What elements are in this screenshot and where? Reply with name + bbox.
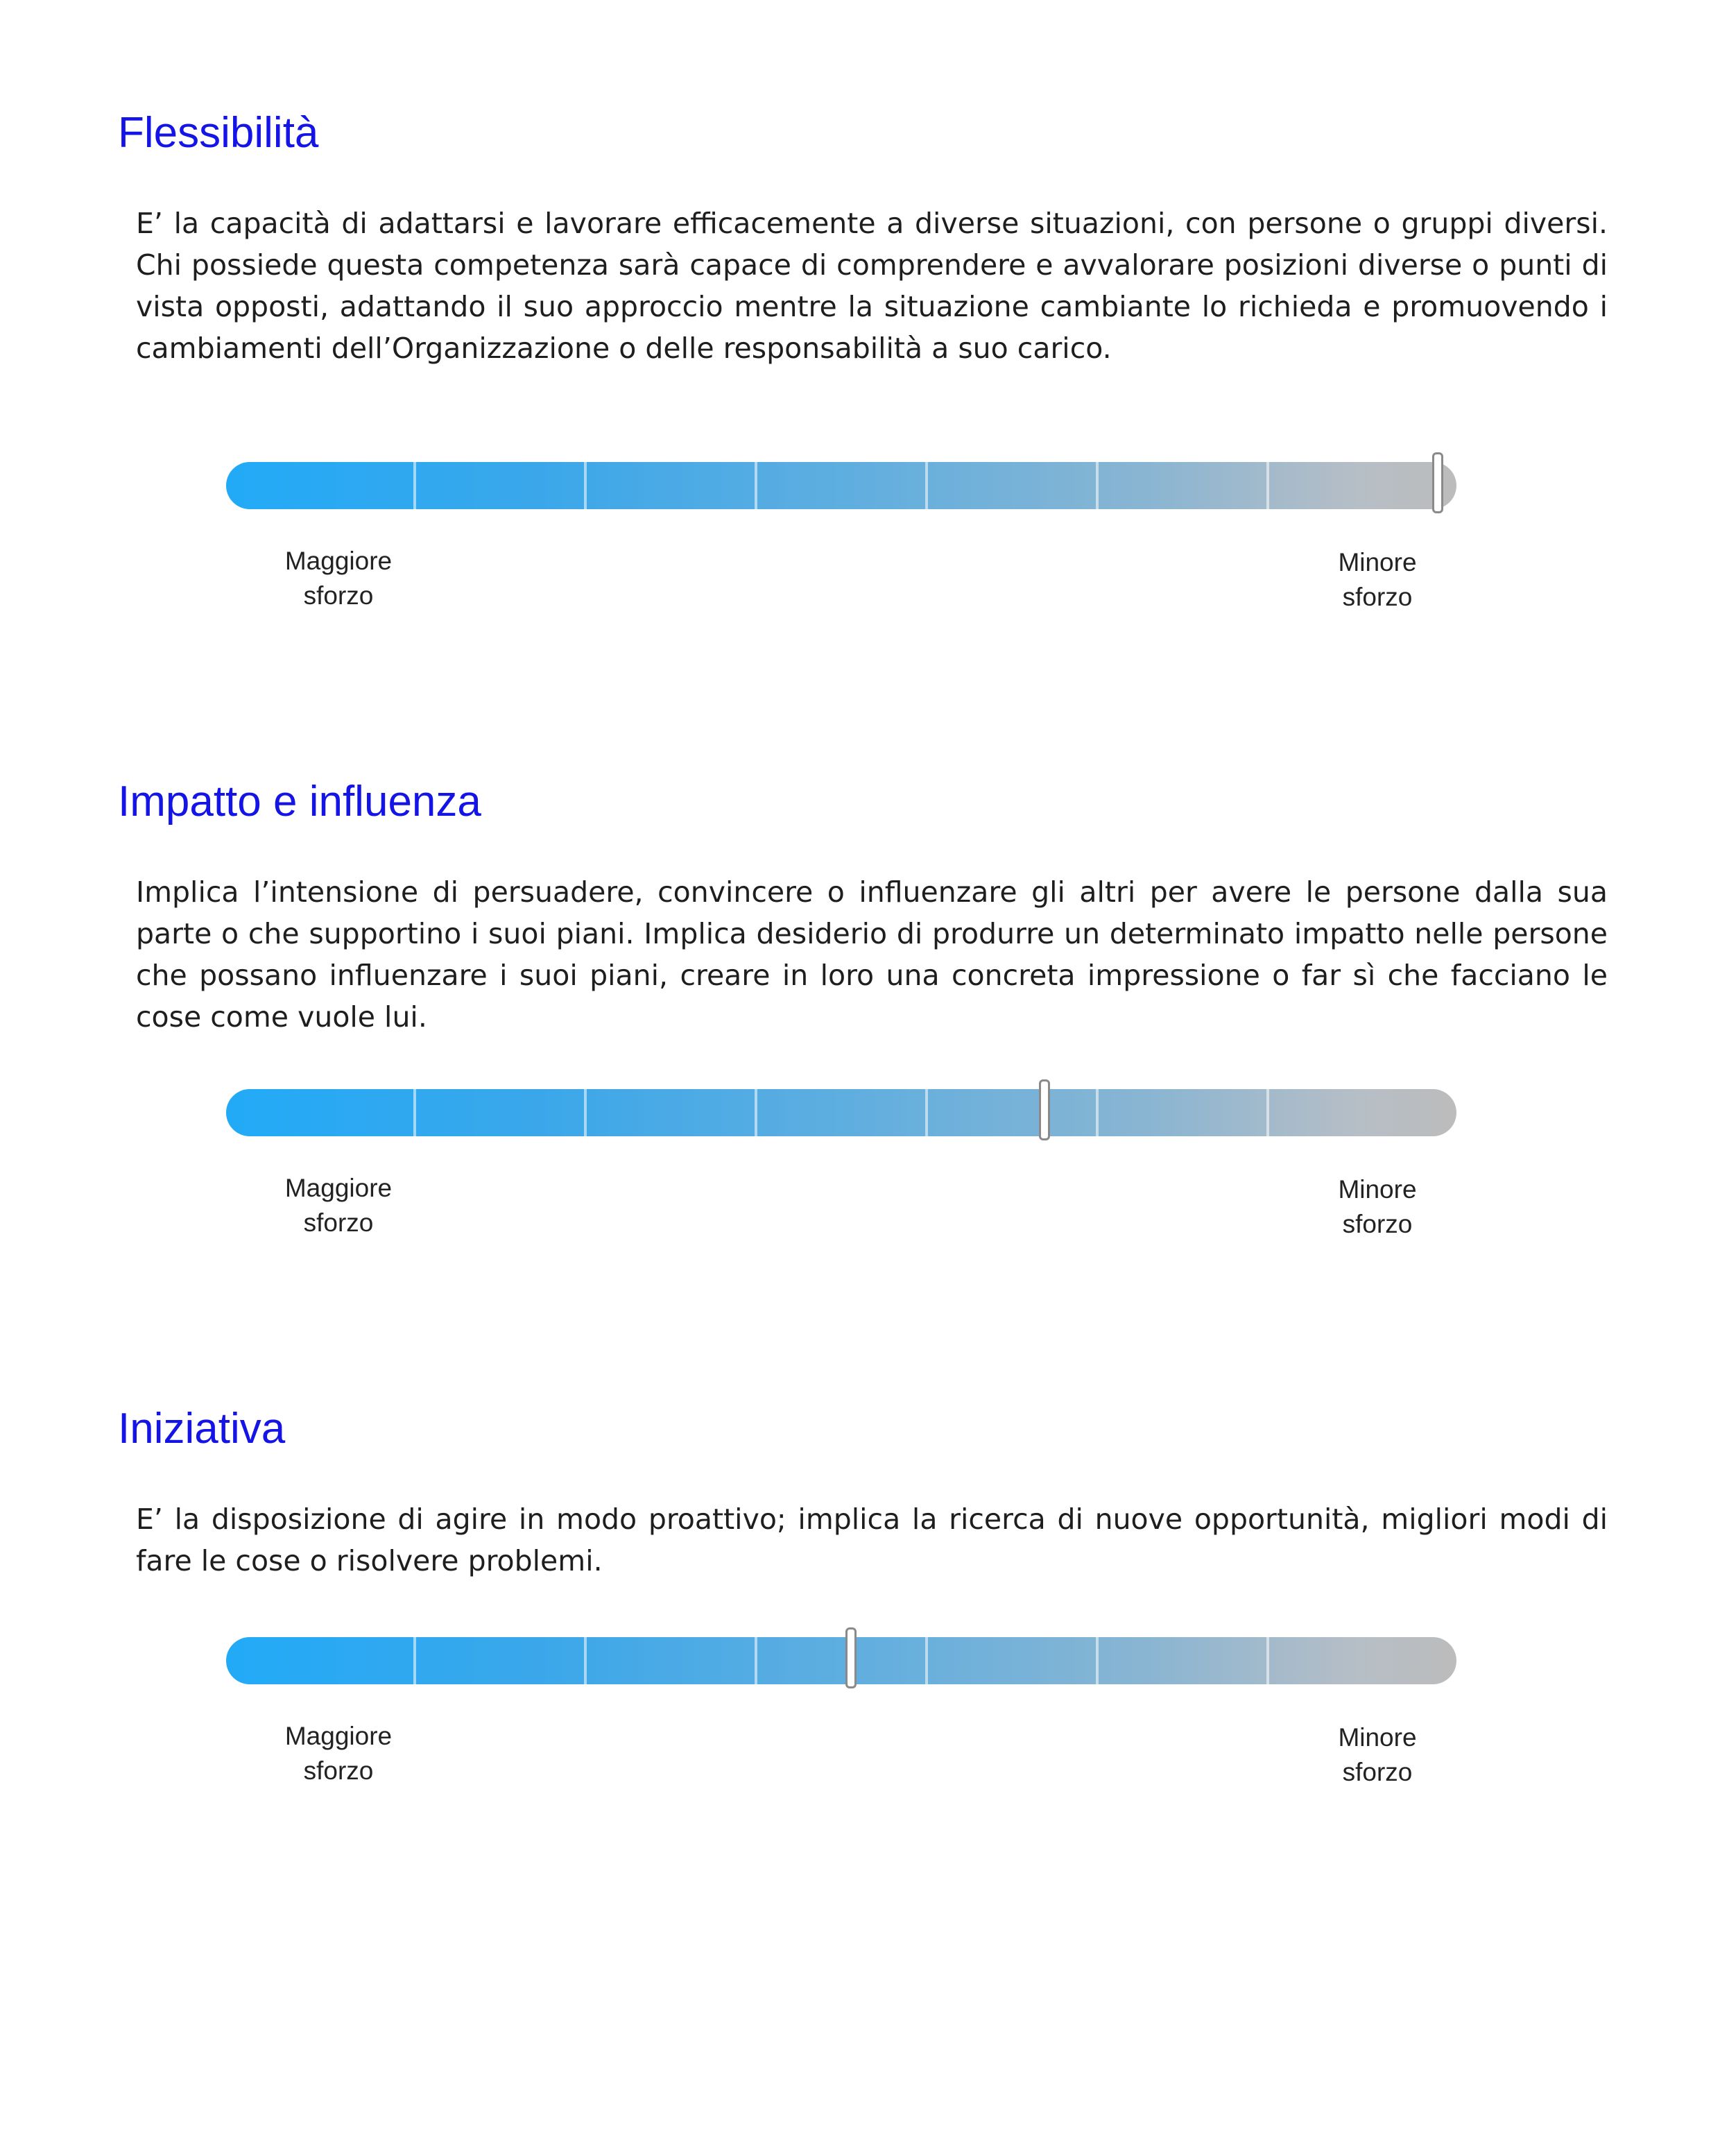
scale-divider <box>413 462 416 509</box>
scale-label-line: sforzo <box>1342 583 1413 611</box>
scale-label-maggiore <box>269 1719 408 1788</box>
scale-divider <box>925 462 928 509</box>
scale-divider <box>1096 462 1099 509</box>
scale-label-line: sforzo <box>303 581 374 610</box>
section-description: E’ la capacità di adattarsi e lavorare efficacemente a diverse situazioni, con persone o gruppi diversi. Chi possiede questa competenza sarà capace di comprendere e avvalorare posizioni diverse o punti di vista opposti, adattando il suo approccio mentre la situazione cambiante lo richieda e promuovendo i cambiamenti dell’Organizzazione o delle responsabilità a suo carico. <box>136 207 1608 365</box>
scale-label-minore <box>1308 545 1447 615</box>
effort-scale <box>226 1625 1456 1687</box>
scale-label-maggiore <box>269 1171 408 1240</box>
scale-label-line: Minore <box>1338 548 1417 576</box>
scale-divider <box>925 1637 928 1684</box>
scale-label-line: sforzo <box>1342 1210 1413 1238</box>
scale-label-line: sforzo <box>303 1208 374 1237</box>
scale-label-line: Maggiore <box>284 1174 393 1202</box>
scale-label-line: Minore <box>1338 1723 1417 1752</box>
effort-scale-track <box>226 1089 1456 1136</box>
scale-divider <box>1266 1637 1269 1684</box>
scale-divider <box>1266 1089 1269 1136</box>
scale-divider <box>1096 1089 1099 1136</box>
effort-scale <box>226 1077 1456 1139</box>
effort-scale-marker <box>845 1627 857 1688</box>
scale-divider <box>584 1089 587 1136</box>
scale-divider <box>1096 1637 1099 1684</box>
effort-scale-track <box>226 1637 1456 1684</box>
effort-scale <box>226 450 1456 512</box>
scale-divider <box>584 1637 587 1684</box>
scale-label-line: sforzo <box>303 1756 374 1785</box>
scale-divider <box>413 1637 416 1684</box>
scale-divider <box>755 1637 757 1684</box>
effort-scale-marker <box>1432 452 1443 513</box>
scale-label-line: sforzo <box>1342 1758 1413 1786</box>
scale-label-line: Maggiore <box>284 547 393 575</box>
scale-label-minore <box>1308 1172 1447 1242</box>
section-title: Flessibilità <box>118 109 319 157</box>
scale-divider <box>1266 462 1269 509</box>
section-description: Implica l’intensione di persuadere, convincere o influenzare gli altri per avere le persone dalla sua parte o che supportino i suoi piani. Implica desiderio di produrre un determinato impatto nelle persone che possano influenzare i suoi piani, creare in loro una concreta impressione o far sì che facciano le cose come vuole lui. <box>136 875 1608 1034</box>
scale-label-line: Minore <box>1338 1175 1417 1204</box>
section-title: Iniziativa <box>118 1405 286 1453</box>
scale-divider <box>755 1089 757 1136</box>
effort-scale-marker <box>1039 1079 1050 1140</box>
scale-label-line: Maggiore <box>284 1722 393 1750</box>
scale-label-minore <box>1308 1720 1447 1790</box>
scale-divider <box>413 1089 416 1136</box>
scale-divider <box>584 462 587 509</box>
scale-divider <box>925 1089 928 1136</box>
scale-divider <box>755 462 757 509</box>
effort-scale-track <box>226 462 1456 509</box>
scale-label-maggiore <box>269 544 408 613</box>
section-title: Impatto e influenza <box>118 778 481 825</box>
section-description: E’ la disposizione di agire in modo proattivo; implica la ricerca di nuove opportunità, migliori modi di fare le cose o risolvere problemi. <box>136 1503 1608 1577</box>
